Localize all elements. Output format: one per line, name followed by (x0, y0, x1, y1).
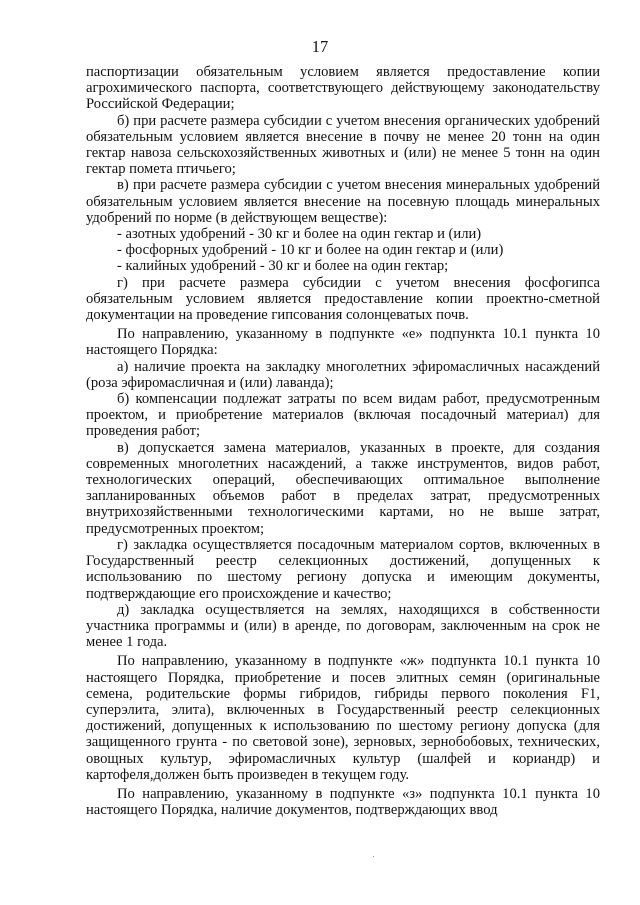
page-number: 17 (311, 37, 329, 56)
paragraph-direction-e: По направлению, указанному в подпункте «е» подпункта 10.1 пункта 10 настоящего Порядка: (86, 326, 600, 359)
paragraph-mineral-fertilizers: в) при расчете размера субсидии с учетом внесения минеральных удобрений обязательным условием является внесение на посевную площадь минеральных удобрений по норме (в действующем веществе): (86, 177, 600, 226)
paragraph-material-replacement: в) допускается замена материалов, указанных в проекте, для создания современных многолетних насаждений, а также инструментов, видов работ, технологических операций, обеспечивающих оптимальное выполнение запланированных объемов работ в пределах затрат, предусмотренных внутрихозяйственными технологическими картами, но не выше затрат, предусмотренных проектом; (86, 439, 600, 537)
paragraph-compensation: б) компенсации подлежат затраты по всем видам работ, предусмотренным проектом, и приобретение материалов (включая посадочный материал) для проведения работ; (86, 391, 600, 440)
paragraph-planting-material: г) закладка осуществляется посадочным материалом сортов, включенных в Государственный реестр селекционных достижений, допущенных к использованию по шестому региону допуска и имеющим документы, подтверждающие его происхождение и качество; (86, 536, 600, 602)
paragraph-organic-fertilizers: б) при расчете размера субсидии с учетом внесения органических удобрений обязательным условием является внесение в почву не менее 20 тонн на один гектар навоза сельскохозяйственных животных и (или) не менее 5 тонн на один гектар помета птичьего; (86, 112, 600, 178)
document-body (86, 64, 600, 818)
paragraph-direction-zh: По направлению, указанному в подпункте «ж» подпункта 10.1 пункта 10 настоящего Порядка, приобретение и посев элитных семян (оригинальные семена, родительские формы гибридов, гибриды первого поколения F1, суперэлита, элита), включенных в Государственный реестр селекционных достижений, допущенных к использованию по шестому региону допуска (для защищенного грунта - по световой зоне), зерновых, зернобобовых, технических, овощных культур, эфиромасличных культур (шалфей и кориандр) и картофеля,должен быть произведен в текущем году. (86, 653, 600, 783)
paragraph-phosphogypsum: г) при расчете размера субсидии с учетом внесения фосфогипса обязательным условием является предоставление копии проектно-сметной документации на проведение гипсования солонцеватых почв. (86, 274, 600, 324)
paragraph-land-ownership: д) закладка осуществляется на землях, находящихся в собственности участника программы и (или) в аренде, по договорам, заключенным на срок не менее 1 года. (86, 601, 600, 651)
list-item-potassium: - калийных удобрений - 30 кг и более на один гектар; (117, 258, 449, 275)
scan-speck (373, 856, 374, 857)
list-item-nitrogen: - азотных удобрений - 30 кг и более на один гектар и (или) (117, 226, 482, 243)
list-item-phosphorus: - фосфорных удобрений - 10 кг и более на один гектар и (или) (117, 242, 504, 259)
paragraph-planting-project: а) наличие проекта на закладку многолетних эфиромасличных насаждений (роза эфиромасличная и (или) лаванда); (86, 358, 600, 391)
paragraph-direction-z: По направлению, указанному в подпункте «з» подпункта 10.1 пункта 10 настоящего Порядка, наличие документов, подтверждающих ввод (86, 785, 600, 819)
paragraph-passport-continuation: паспортизации обязательным условием является предоставление копии агрохимического паспорта, соответствующего действующему законодательству Российской Федерации; (86, 64, 600, 113)
